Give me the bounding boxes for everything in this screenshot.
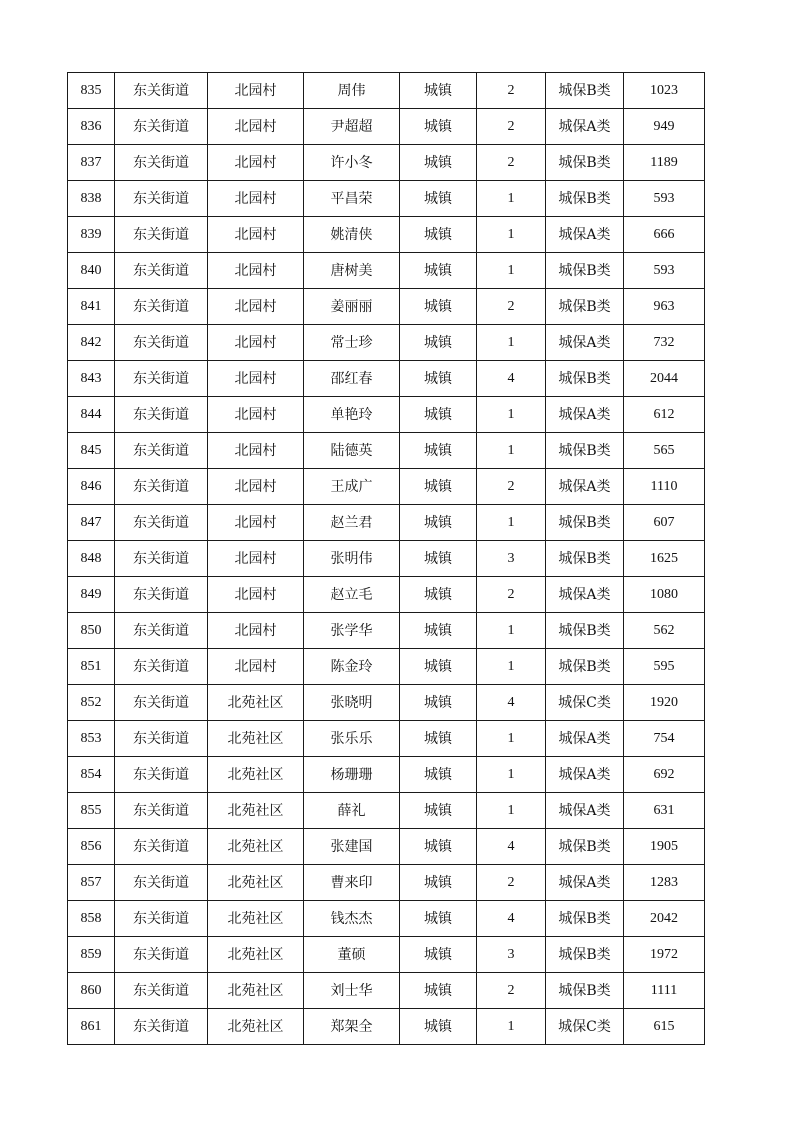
table-row [68,73,705,109]
household-type-cell: 城镇 [400,757,477,793]
serial-number-cell: 838 [68,181,115,217]
member-count-cell: 2 [477,577,546,613]
community-cell: 北园村 [208,253,304,289]
name-cell: 张学华 [304,613,400,649]
subdistrict-cell: 东关街道 [115,505,208,541]
household-type-cell: 城镇 [400,793,477,829]
community-cell: 北苑社区 [208,937,304,973]
table-row [68,289,705,325]
community-cell: 北苑社区 [208,721,304,757]
name-cell: 陆德英 [304,433,400,469]
member-count-cell: 2 [477,109,546,145]
community-cell: 北苑社区 [208,793,304,829]
member-count-cell: 2 [477,289,546,325]
community-cell: 北园村 [208,325,304,361]
serial-number-cell: 860 [68,973,115,1009]
table-row [68,973,705,1009]
member-count-cell: 1 [477,649,546,685]
amount-cell: 595 [624,649,705,685]
table-row [68,865,705,901]
household-type-cell: 城镇 [400,325,477,361]
table-row [68,685,705,721]
member-count-cell: 1 [477,613,546,649]
table-row [68,577,705,613]
table-row [68,613,705,649]
security-category-cell: 城保A类 [546,757,624,793]
community-cell: 北园村 [208,469,304,505]
table-row [68,181,705,217]
roster-table [67,72,705,1045]
security-category-cell: 城保A类 [546,217,624,253]
subdistrict-cell: 东关街道 [115,793,208,829]
table-row [68,1009,705,1045]
amount-cell: 949 [624,109,705,145]
serial-number-cell: 840 [68,253,115,289]
household-type-cell: 城镇 [400,469,477,505]
community-cell: 北园村 [208,577,304,613]
subdistrict-cell: 东关街道 [115,685,208,721]
serial-number-cell: 843 [68,361,115,397]
name-cell: 常士珍 [304,325,400,361]
member-count-cell: 3 [477,937,546,973]
name-cell: 张建国 [304,829,400,865]
name-cell: 郑架全 [304,1009,400,1045]
table-row [68,649,705,685]
household-type-cell: 城镇 [400,829,477,865]
serial-number-cell: 848 [68,541,115,577]
household-type-cell: 城镇 [400,145,477,181]
name-cell: 唐树美 [304,253,400,289]
household-type-cell: 城镇 [400,397,477,433]
community-cell: 北园村 [208,505,304,541]
name-cell: 曹来印 [304,865,400,901]
subdistrict-cell: 东关街道 [115,757,208,793]
name-cell: 董硕 [304,937,400,973]
subdistrict-cell: 东关街道 [115,973,208,1009]
community-cell: 北园村 [208,361,304,397]
name-cell: 张晓明 [304,685,400,721]
household-type-cell: 城镇 [400,289,477,325]
community-cell: 北苑社区 [208,829,304,865]
amount-cell: 562 [624,613,705,649]
household-type-cell: 城镇 [400,361,477,397]
table-row [68,145,705,181]
table-row [68,829,705,865]
community-cell: 北园村 [208,181,304,217]
member-count-cell: 1 [477,793,546,829]
name-cell: 姜丽丽 [304,289,400,325]
serial-number-cell: 844 [68,397,115,433]
serial-number-cell: 847 [68,505,115,541]
amount-cell: 2044 [624,361,705,397]
table-row [68,325,705,361]
community-cell: 北园村 [208,433,304,469]
serial-number-cell: 854 [68,757,115,793]
subdistrict-cell: 东关街道 [115,217,208,253]
household-type-cell: 城镇 [400,973,477,1009]
amount-cell: 1189 [624,145,705,181]
name-cell: 张明伟 [304,541,400,577]
security-category-cell: 城保B类 [546,901,624,937]
serial-number-cell: 858 [68,901,115,937]
name-cell: 平昌荣 [304,181,400,217]
table-row [68,433,705,469]
amount-cell: 963 [624,289,705,325]
name-cell: 赵兰君 [304,505,400,541]
community-cell: 北园村 [208,541,304,577]
amount-cell: 1110 [624,469,705,505]
table-row [68,901,705,937]
amount-cell: 666 [624,217,705,253]
member-count-cell: 1 [477,397,546,433]
security-category-cell: 城保B类 [546,145,624,181]
member-count-cell: 1 [477,721,546,757]
name-cell: 赵立毛 [304,577,400,613]
community-cell: 北苑社区 [208,865,304,901]
serial-number-cell: 855 [68,793,115,829]
security-category-cell: 城保B类 [546,505,624,541]
serial-number-cell: 836 [68,109,115,145]
community-cell: 北园村 [208,649,304,685]
security-category-cell: 城保A类 [546,325,624,361]
security-category-cell: 城保B类 [546,181,624,217]
amount-cell: 754 [624,721,705,757]
amount-cell: 2042 [624,901,705,937]
serial-number-cell: 841 [68,289,115,325]
table-row [68,721,705,757]
security-category-cell: 城保B类 [546,433,624,469]
serial-number-cell: 857 [68,865,115,901]
security-category-cell: 城保B类 [546,829,624,865]
table-row [68,757,705,793]
household-type-cell: 城镇 [400,865,477,901]
amount-cell: 615 [624,1009,705,1045]
name-cell: 张乐乐 [304,721,400,757]
member-count-cell: 1 [477,217,546,253]
member-count-cell: 2 [477,865,546,901]
community-cell: 北园村 [208,73,304,109]
serial-number-cell: 853 [68,721,115,757]
subdistrict-cell: 东关街道 [115,541,208,577]
amount-cell: 1905 [624,829,705,865]
security-category-cell: 城保B类 [546,361,624,397]
security-category-cell: 城保B类 [546,613,624,649]
community-cell: 北园村 [208,109,304,145]
member-count-cell: 2 [477,973,546,1009]
table-row [68,109,705,145]
serial-number-cell: 845 [68,433,115,469]
subdistrict-cell: 东关街道 [115,397,208,433]
serial-number-cell: 849 [68,577,115,613]
table-row [68,505,705,541]
household-type-cell: 城镇 [400,685,477,721]
member-count-cell: 1 [477,505,546,541]
subdistrict-cell: 东关街道 [115,73,208,109]
member-count-cell: 2 [477,469,546,505]
amount-cell: 593 [624,253,705,289]
household-type-cell: 城镇 [400,577,477,613]
community-cell: 北园村 [208,613,304,649]
amount-cell: 593 [624,181,705,217]
household-type-cell: 城镇 [400,505,477,541]
community-cell: 北园村 [208,145,304,181]
community-cell: 北苑社区 [208,1009,304,1045]
serial-number-cell: 839 [68,217,115,253]
subdistrict-cell: 东关街道 [115,649,208,685]
name-cell: 杨珊珊 [304,757,400,793]
security-category-cell: 城保B类 [546,289,624,325]
name-cell: 薛礼 [304,793,400,829]
serial-number-cell: 859 [68,937,115,973]
subdistrict-cell: 东关街道 [115,577,208,613]
subdistrict-cell: 东关街道 [115,721,208,757]
subdistrict-cell: 东关街道 [115,361,208,397]
household-type-cell: 城镇 [400,721,477,757]
amount-cell: 1972 [624,937,705,973]
amount-cell: 1080 [624,577,705,613]
community-cell: 北苑社区 [208,901,304,937]
subdistrict-cell: 东关街道 [115,253,208,289]
household-type-cell: 城镇 [400,613,477,649]
serial-number-cell: 846 [68,469,115,505]
security-category-cell: 城保B类 [546,649,624,685]
member-count-cell: 1 [477,1009,546,1045]
name-cell: 刘士华 [304,973,400,1009]
household-type-cell: 城镇 [400,541,477,577]
amount-cell: 1920 [624,685,705,721]
household-type-cell: 城镇 [400,649,477,685]
member-count-cell: 4 [477,901,546,937]
member-count-cell: 4 [477,685,546,721]
subdistrict-cell: 东关街道 [115,865,208,901]
security-category-cell: 城保B类 [546,73,624,109]
amount-cell: 607 [624,505,705,541]
subdistrict-cell: 东关街道 [115,613,208,649]
name-cell: 尹超超 [304,109,400,145]
subdistrict-cell: 东关街道 [115,829,208,865]
subdistrict-cell: 东关街道 [115,1009,208,1045]
security-category-cell: 城保A类 [546,865,624,901]
table-row [68,253,705,289]
roster-body [68,73,705,1045]
name-cell: 单艳玲 [304,397,400,433]
security-category-cell: 城保A类 [546,109,624,145]
household-type-cell: 城镇 [400,73,477,109]
subdistrict-cell: 东关街道 [115,325,208,361]
name-cell: 邵红春 [304,361,400,397]
subdistrict-cell: 东关街道 [115,901,208,937]
serial-number-cell: 850 [68,613,115,649]
community-cell: 北园村 [208,289,304,325]
subdistrict-cell: 东关街道 [115,109,208,145]
member-count-cell: 3 [477,541,546,577]
name-cell: 钱杰杰 [304,901,400,937]
amount-cell: 565 [624,433,705,469]
member-count-cell: 4 [477,361,546,397]
security-category-cell: 城保A类 [546,721,624,757]
security-category-cell: 城保A类 [546,397,624,433]
name-cell: 王成广 [304,469,400,505]
community-cell: 北苑社区 [208,973,304,1009]
household-type-cell: 城镇 [400,937,477,973]
member-count-cell: 1 [477,253,546,289]
security-category-cell: 城保B类 [546,253,624,289]
table-row [68,397,705,433]
security-category-cell: 城保C类 [546,1009,624,1045]
serial-number-cell: 835 [68,73,115,109]
name-cell: 许小冬 [304,145,400,181]
table-row [68,361,705,397]
amount-cell: 1625 [624,541,705,577]
serial-number-cell: 856 [68,829,115,865]
amount-cell: 1023 [624,73,705,109]
security-category-cell: 城保B类 [546,541,624,577]
member-count-cell: 1 [477,757,546,793]
security-category-cell: 城保B类 [546,973,624,1009]
household-type-cell: 城镇 [400,217,477,253]
name-cell: 陈金玲 [304,649,400,685]
household-type-cell: 城镇 [400,181,477,217]
name-cell: 姚清侠 [304,217,400,253]
community-cell: 北苑社区 [208,757,304,793]
member-count-cell: 1 [477,181,546,217]
serial-number-cell: 842 [68,325,115,361]
security-category-cell: 城保A类 [546,469,624,505]
subdistrict-cell: 东关街道 [115,145,208,181]
household-type-cell: 城镇 [400,433,477,469]
security-category-cell: 城保B类 [546,937,624,973]
subdistrict-cell: 东关街道 [115,289,208,325]
subdistrict-cell: 东关街道 [115,469,208,505]
amount-cell: 1283 [624,865,705,901]
amount-cell: 631 [624,793,705,829]
community-cell: 北苑社区 [208,685,304,721]
subdistrict-cell: 东关街道 [115,433,208,469]
amount-cell: 692 [624,757,705,793]
subdistrict-cell: 东关街道 [115,181,208,217]
household-type-cell: 城镇 [400,253,477,289]
serial-number-cell: 851 [68,649,115,685]
member-count-cell: 2 [477,73,546,109]
table-row [68,469,705,505]
amount-cell: 612 [624,397,705,433]
table-row [68,793,705,829]
household-type-cell: 城镇 [400,109,477,145]
household-type-cell: 城镇 [400,1009,477,1045]
amount-cell: 1111 [624,973,705,1009]
security-category-cell: 城保A类 [546,577,624,613]
table-row [68,541,705,577]
serial-number-cell: 852 [68,685,115,721]
serial-number-cell: 837 [68,145,115,181]
household-type-cell: 城镇 [400,901,477,937]
member-count-cell: 2 [477,145,546,181]
table-row [68,937,705,973]
amount-cell: 732 [624,325,705,361]
security-category-cell: 城保A类 [546,793,624,829]
member-count-cell: 1 [477,433,546,469]
community-cell: 北园村 [208,397,304,433]
security-category-cell: 城保C类 [546,685,624,721]
member-count-cell: 1 [477,325,546,361]
community-cell: 北园村 [208,217,304,253]
name-cell: 周伟 [304,73,400,109]
member-count-cell: 4 [477,829,546,865]
subdistrict-cell: 东关街道 [115,937,208,973]
table-row [68,217,705,253]
serial-number-cell: 861 [68,1009,115,1045]
